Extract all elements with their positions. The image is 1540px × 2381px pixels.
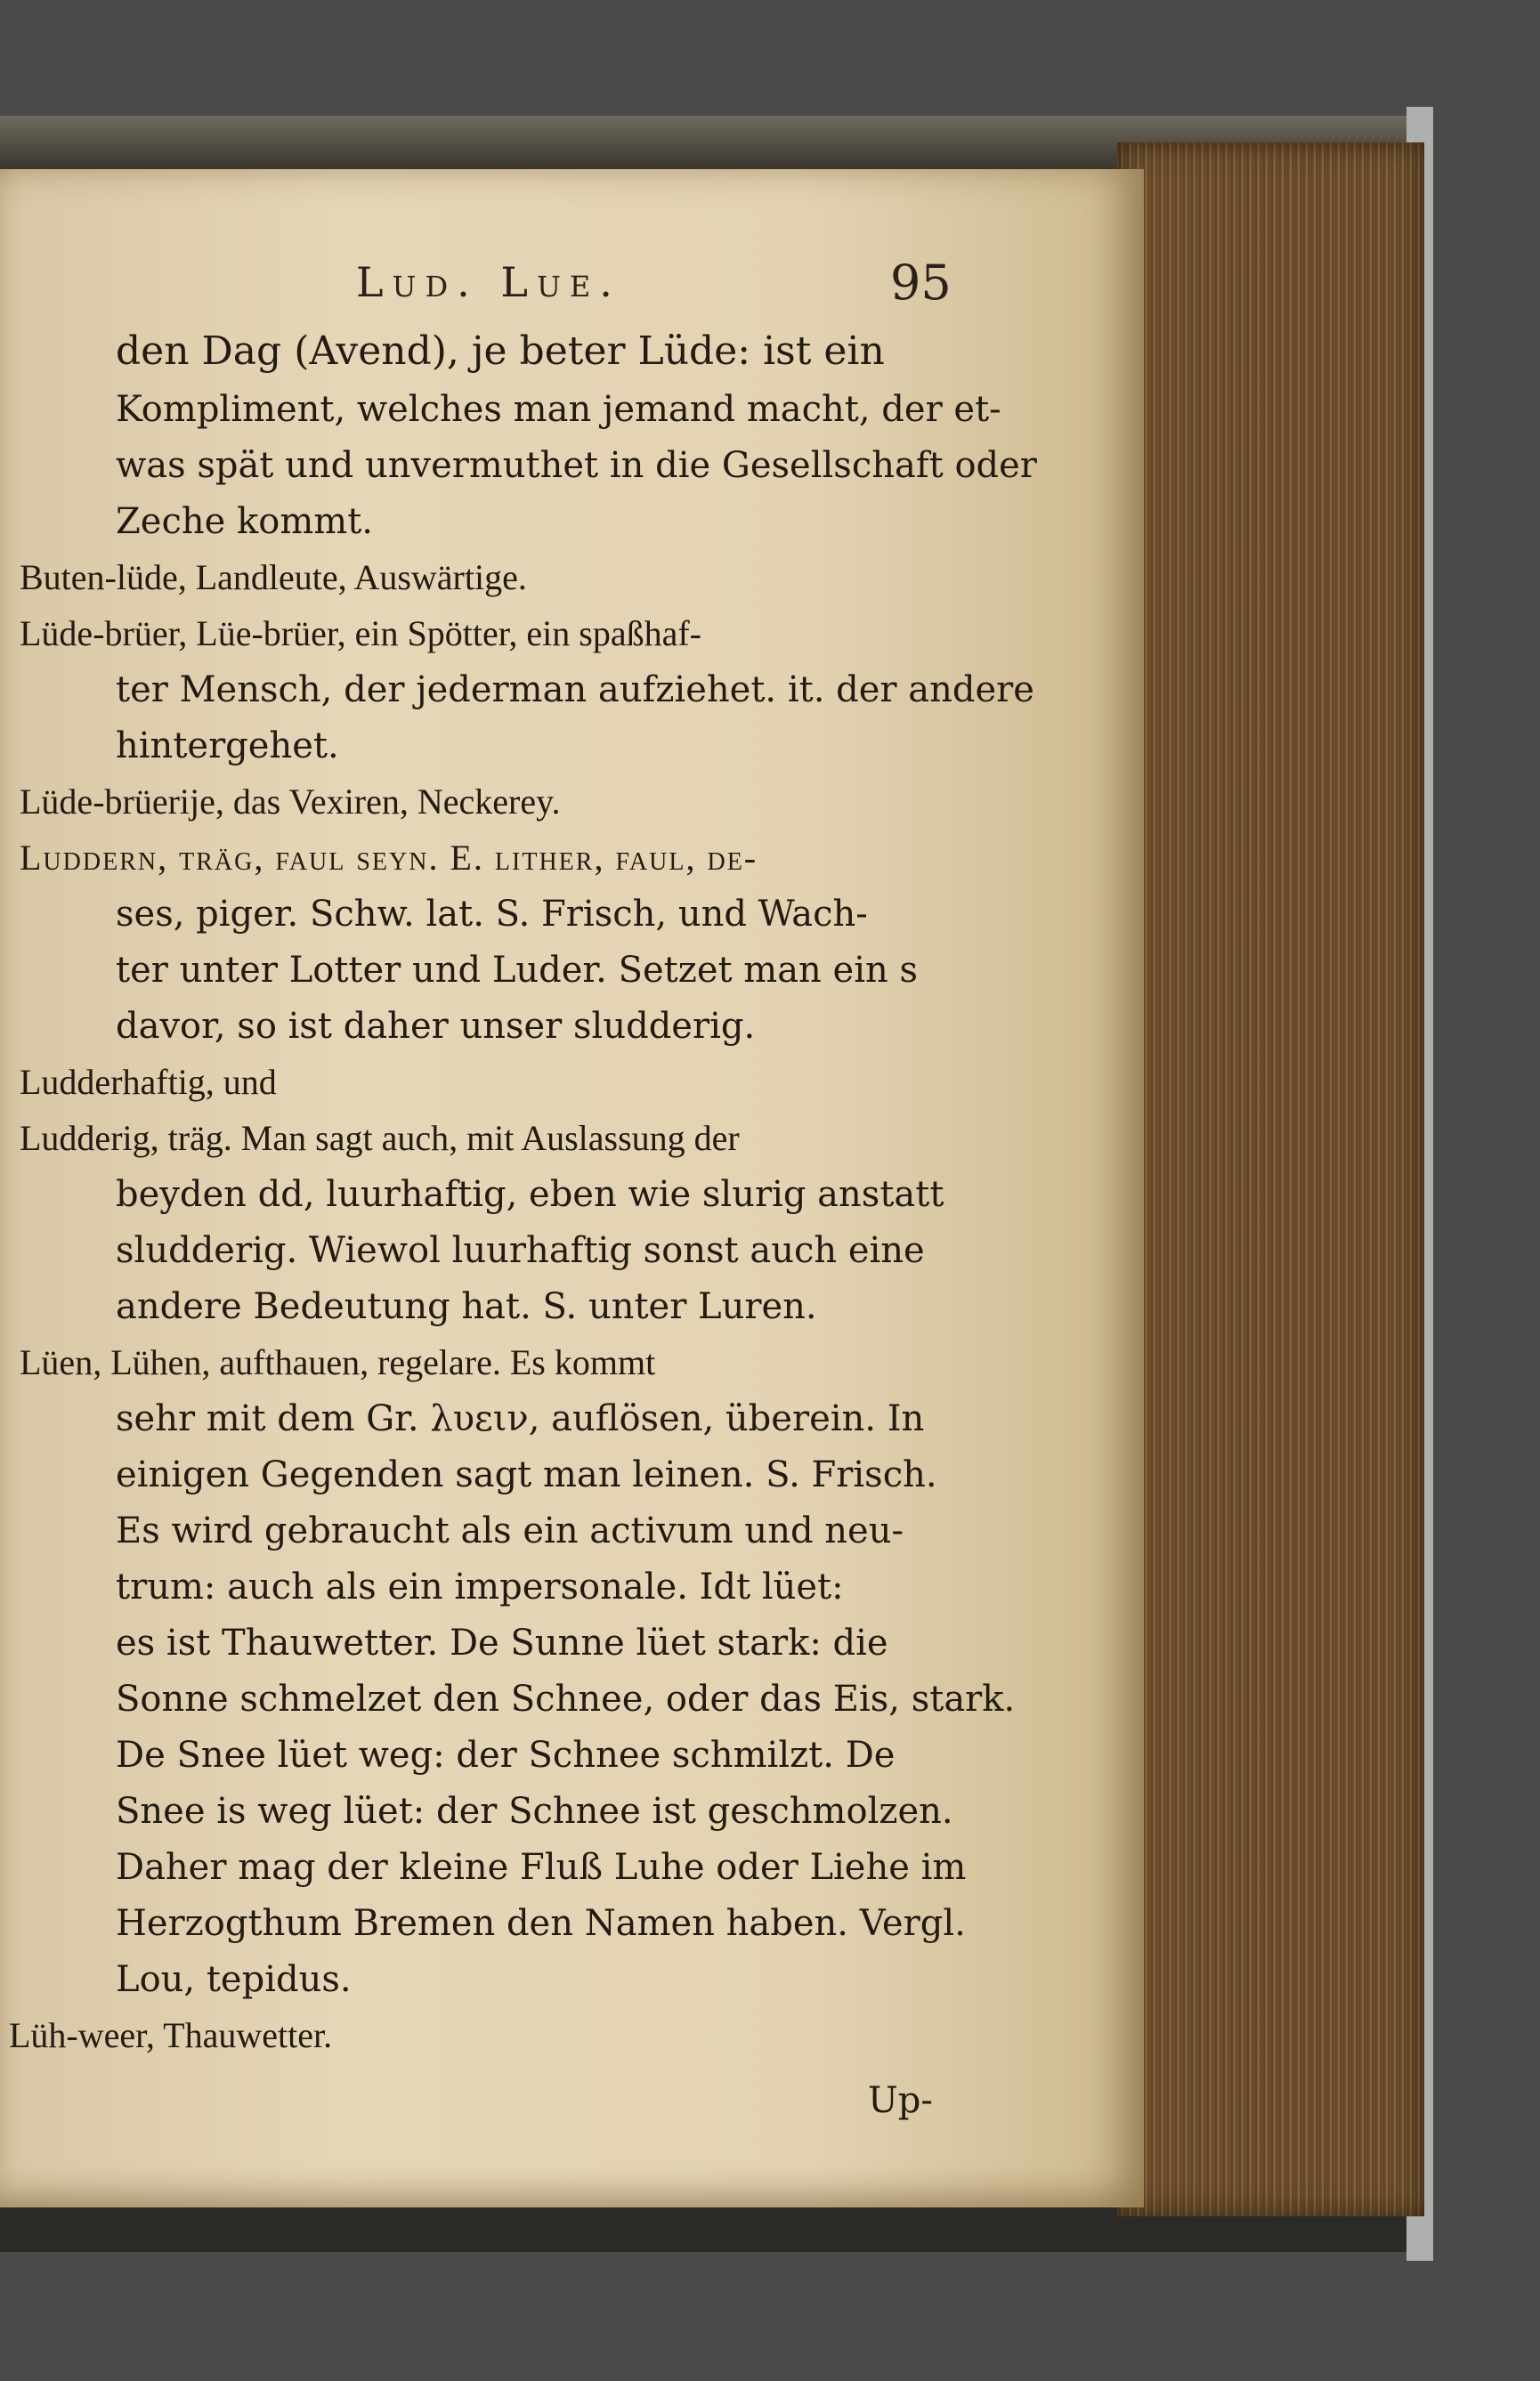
entry-line: Lüde-brüerije, das Vexiren, Neckerey.: [20, 782, 561, 822]
text-line: was spät und unvermuthet in die Gesellschaft oder: [116, 445, 1037, 486]
text-line: es ist Thauwetter. De Sunne lüet stark: die: [116, 1623, 888, 1664]
entry-line: Ludderhaftig, und: [20, 1062, 277, 1102]
text-line: trum: auch als ein impersonale. Idt lüet:: [116, 1567, 844, 1608]
entry-line: Lüen, Lühen, aufthauen, regelare. Es kommt: [20, 1342, 656, 1382]
entry-line: Lüde-brüer, Lüe-brüer, ein Spötter, ein spaßhaf-: [20, 613, 701, 653]
entry-line: Lüh-weer, Thauwetter.: [9, 2015, 333, 2055]
text-line: andere Bedeutung hat. S. unter Luren.: [116, 1286, 817, 1327]
text-line: davor, so ist daher unser sludderig.: [116, 1006, 756, 1047]
text-line: einigen Gegenden sagt man leinen. S. Frisch.: [116, 1454, 937, 1495]
text-line: ses, piger. Schw. lat. S. Frisch, und Wach-: [116, 894, 868, 935]
text-line: Herzogthum Bremen den Namen haben. Vergl.: [116, 1903, 966, 1944]
text-line: Daher mag der kleine Fluß Luhe oder Liehe im: [116, 1847, 967, 1888]
page-fore-edge: [1117, 142, 1424, 2216]
page-number: 95: [890, 255, 952, 311]
text-line: ter Mensch, der jederman aufziehet. it. der andere: [116, 669, 1034, 710]
text-line: Zeche kommt.: [116, 501, 373, 542]
text-line: sehr mit dem Gr. λυειν, auflösen, überein. In: [116, 1398, 925, 1439]
page-header: [0, 255, 979, 320]
text-line: De Snee lüet weg: der Schnee schmilzt. De: [116, 1735, 896, 1776]
entry-line: Ludderig, träg. Man sagt auch, mit Auslassung der: [20, 1118, 740, 1158]
running-title: Lud. Lue.: [356, 258, 621, 306]
entry-line: Luddern, träg, faul seyn. E. lither, faul, de-: [20, 838, 758, 878]
text-line: Snee is weg lüet: der Schnee ist geschmolzen.: [116, 1791, 953, 1832]
entry-line: Buten-lüde, Landleute, Auswärtige.: [20, 557, 527, 597]
text-line: Kompliment, welches man jemand macht, der et-: [116, 389, 1001, 430]
text-line: Lou, tepidus.: [116, 1959, 352, 2000]
text-line: ter unter Lotter und Luder. Setzet man ein s: [116, 950, 918, 991]
text-line: Sonne schmelzet den Schnee, oder das Eis, stark.: [116, 1679, 1016, 1720]
catchword: Up-: [868, 2080, 933, 2121]
text-line: hintergehet.: [116, 725, 339, 766]
text-line: beyden dd, luurhaftig, eben wie slurig anstatt: [116, 1174, 944, 1215]
text-line: Es wird gebraucht als ein activum und neu-: [116, 1510, 904, 1551]
text-line: sludderig. Wiewol luurhaftig sonst auch eine: [116, 1230, 925, 1271]
text-line: den Dag (Avend), je beter Lüde: ist ein: [116, 328, 885, 374]
